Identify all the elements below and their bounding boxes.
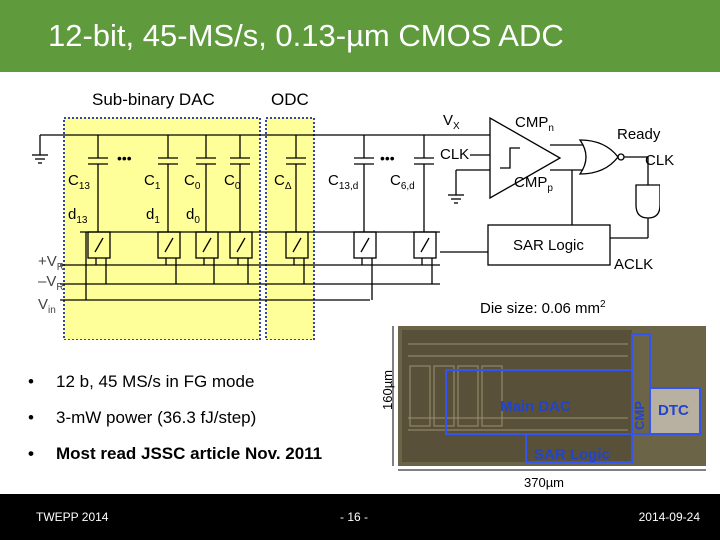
c6d-label: $C_{6,d}$ <box>390 172 415 192</box>
clk-out-label: CLK <box>645 152 675 169</box>
cdelta-label: $C_\Delta$ <box>274 172 292 192</box>
capacitor-c6d <box>414 135 434 232</box>
dtc-label: DTC <box>658 402 689 419</box>
sar-logic-block-label: SAR Logic <box>513 237 584 254</box>
slide-title: 12-bit, 45-MS/s, 0.13-µm CMOS ADC <box>48 18 564 53</box>
c13d-label: $C_{13,d}$ <box>328 172 359 192</box>
dots-dtc: ••• <box>380 150 395 166</box>
vx-label: $V_X$ <box>443 112 460 132</box>
title-bar <box>0 0 720 72</box>
bullet-item: • Most read JSSC article Nov. 2011 <box>28 444 323 463</box>
sub-binary-dac-label: Sub-binary DAC <box>92 90 215 109</box>
odc-label: ODC <box>271 90 309 109</box>
die-width-label: 370µm <box>524 475 565 490</box>
d1-label: $d_1$ <box>146 206 160 226</box>
cmpp-label: $CMP_p$ <box>514 174 553 194</box>
sub-binary-dac-region <box>64 118 260 340</box>
die-sar-logic-label: SAR Logic <box>534 446 610 463</box>
vr-plus-label: $+V_R$ <box>38 253 64 273</box>
footer <box>0 494 720 540</box>
die-height-label: 160µm <box>380 369 395 410</box>
die-size-label: Die size: 0.06 $mm^2$ <box>480 299 606 317</box>
c13-label: $C_{13}$ <box>68 172 90 192</box>
d0-label: $d_0$ <box>186 206 200 226</box>
main-dac-label: Main DAC <box>500 398 571 415</box>
ready-label: Ready <box>617 126 661 143</box>
c0b-label: $C_0$ <box>224 172 241 192</box>
vr-minus-label: $-V_R$ <box>38 273 64 293</box>
odc-region <box>266 118 314 340</box>
c0a-label: $C_0$ <box>184 172 201 192</box>
footer-page-number: - 16 - <box>340 510 369 524</box>
cmp-label: CMP <box>632 401 647 430</box>
clk-in-label: CLK <box>440 146 470 163</box>
d13-label: $d_{13}$ <box>68 206 88 226</box>
bullet-item: • 12 b, 45 MS/s in FG mode <box>28 372 255 391</box>
footer-date: 2014-09-24 <box>638 510 700 524</box>
footer-conference: TWEPP 2014 <box>36 510 109 524</box>
bullet-item: • 3-mW power (36.3 fJ/step) <box>28 408 257 427</box>
die-photo <box>398 326 706 466</box>
vin-label: $V_{in}$ <box>38 296 56 316</box>
cmpn-label: $CMP_n$ <box>515 114 554 134</box>
aclk-label: ACLK <box>614 256 654 273</box>
bullet-list <box>28 370 322 478</box>
c1-label: $C_1$ <box>144 172 161 192</box>
dots-dac: ••• <box>117 150 132 166</box>
